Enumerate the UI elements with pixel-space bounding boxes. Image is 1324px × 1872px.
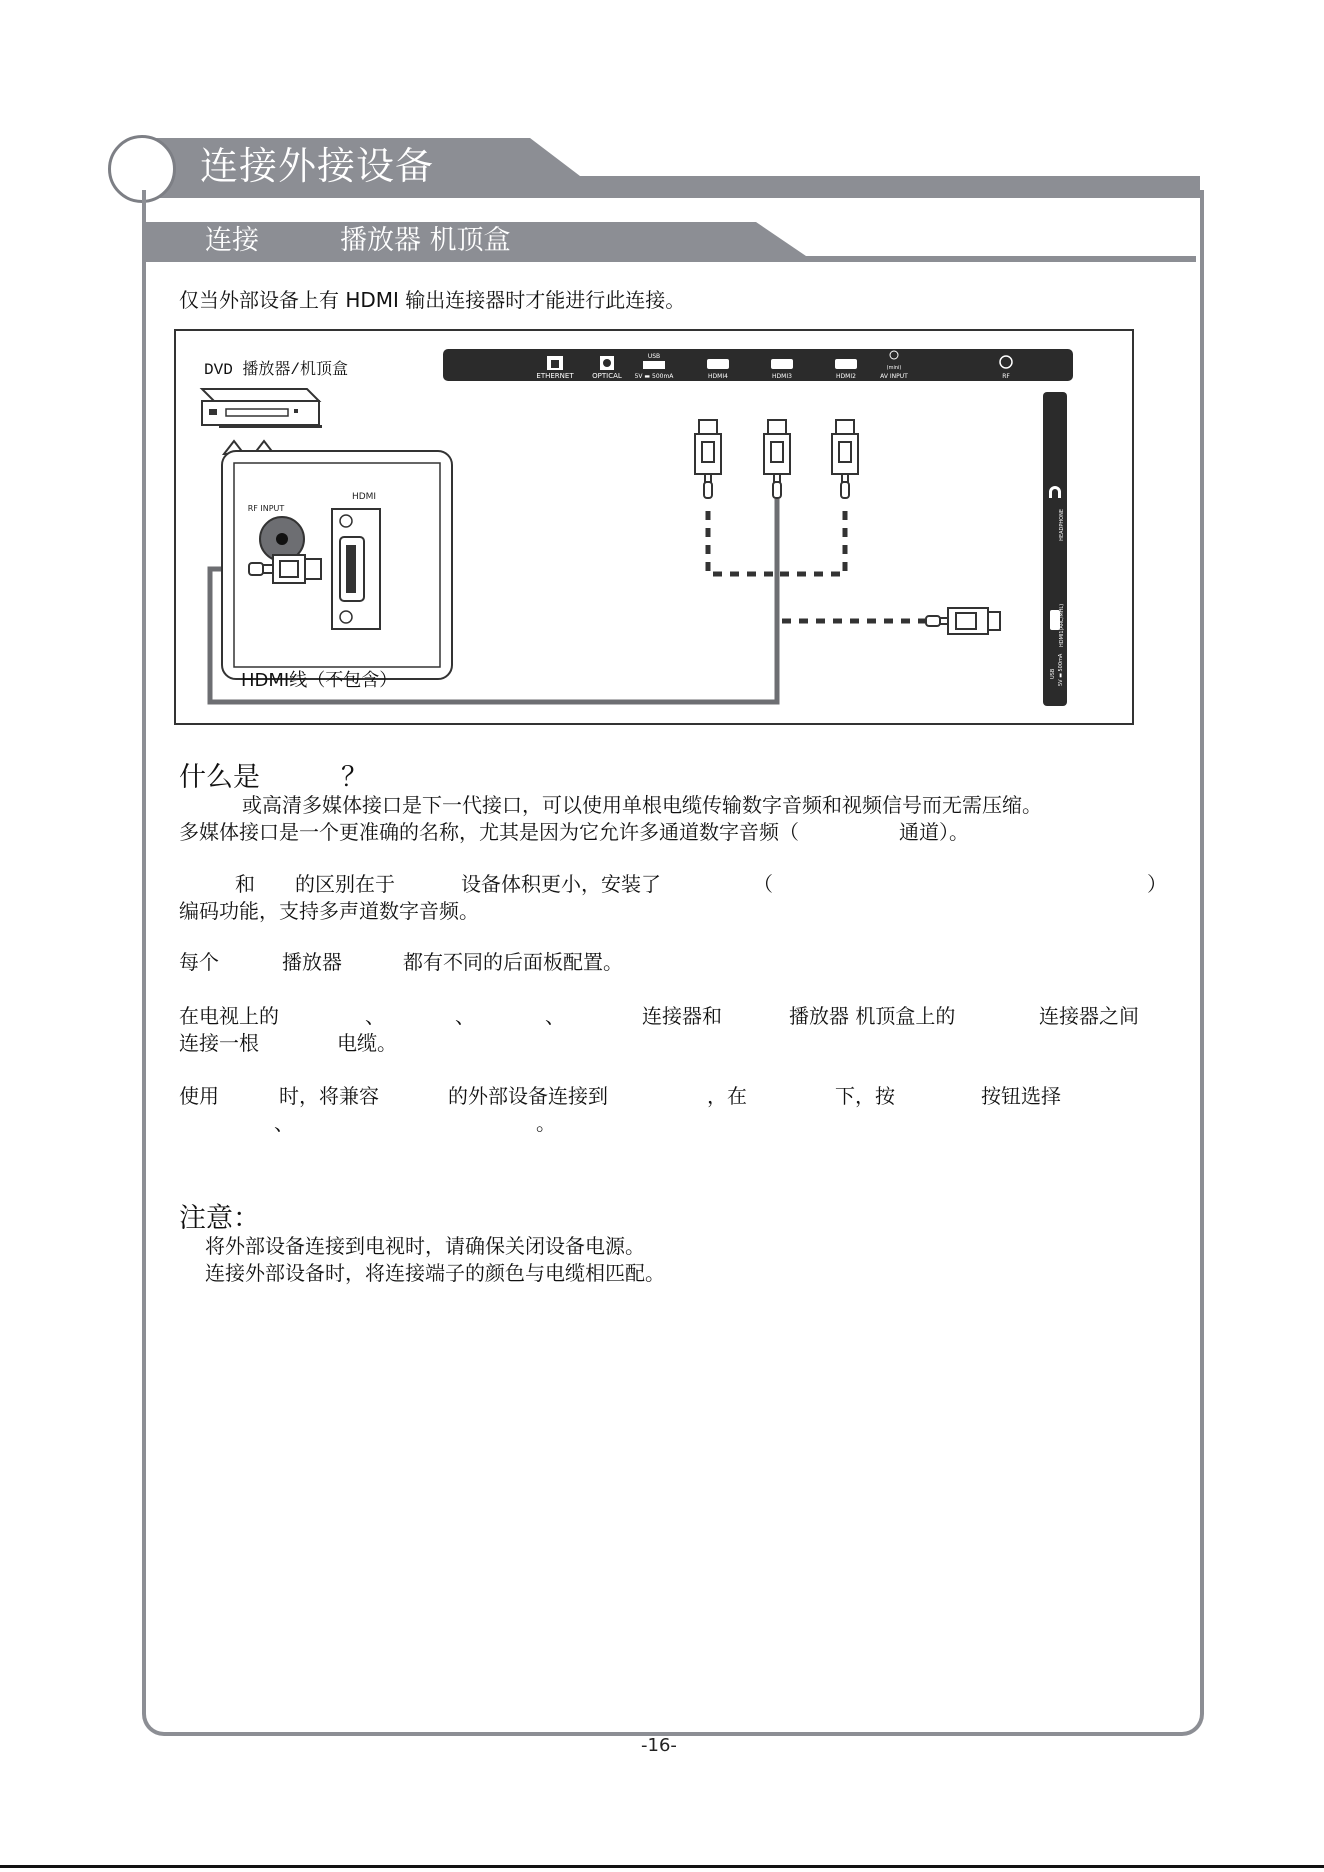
para4-sep2: 、 bbox=[455, 1004, 475, 1028]
para3-c: 都有不同的后面板配置。 bbox=[403, 950, 623, 974]
para3-a: 每个 bbox=[179, 950, 219, 974]
para4-sep3: 、 bbox=[545, 1004, 565, 1028]
hdmi2-port-icon bbox=[835, 359, 857, 369]
subtitle-part-a: 连接 bbox=[205, 225, 259, 256]
what-is-heading-b: ？ bbox=[341, 762, 368, 793]
intro-text: 仅当外部设备上有 HDMI 输出连接器时才能进行此连接。 bbox=[179, 288, 686, 312]
para2-d: （ bbox=[753, 872, 773, 896]
note-section bbox=[179, 1196, 1179, 1286]
side-label-usb-power: 5V ▬ 500mA bbox=[1058, 653, 1064, 686]
panel-label-av-mini: (mini) bbox=[886, 365, 902, 371]
panel-label-optical: OPTICAL bbox=[592, 372, 622, 380]
para4-c: 播放器 机顶盒上的 bbox=[789, 1004, 956, 1028]
para2-line2: 编码功能，支持多声道数字音频。 bbox=[179, 899, 479, 923]
note-item-2: 连接外部设备时，将连接端子的颜色与电缆相匹配。 bbox=[205, 1261, 665, 1285]
optical-port-icon bbox=[600, 356, 614, 370]
para4-b: 连接器和 bbox=[642, 1004, 722, 1028]
what-is-heading-a: 什么是 bbox=[179, 762, 260, 793]
para5-a: 使用 bbox=[179, 1084, 219, 1108]
dvd-player-icon bbox=[202, 389, 322, 428]
para-hdmi-dvi bbox=[179, 870, 1179, 930]
what-is-section bbox=[179, 755, 1179, 865]
para3-b: 播放器 bbox=[282, 950, 342, 974]
side-label-usb: USB bbox=[1050, 668, 1056, 679]
panel-label-hdmi3: HDMI3 bbox=[772, 373, 792, 380]
side-label-headphone: HEADPHONE bbox=[1059, 509, 1065, 541]
note-item-1: 将外部设备连接到电视时，请确保关闭设备电源。 bbox=[205, 1234, 645, 1258]
para5-f: 按钮选择 bbox=[981, 1084, 1061, 1108]
para5-b: 时，将兼容 bbox=[279, 1084, 379, 1108]
what-is-line1: 或高清多媒体接口是下一代接口，可以使用单根电缆传输数字音频和视频信号而无需压缩。 bbox=[242, 793, 1042, 817]
para2-b: 的区别在于 bbox=[295, 872, 395, 896]
para5-e: 下，按 bbox=[835, 1084, 895, 1108]
para-usage bbox=[179, 1082, 1179, 1142]
side-label-hdmi1: HDMI1(ARC/MHL) bbox=[1059, 603, 1065, 647]
panel-label-usb-power: 5V ▬ 500mA bbox=[634, 373, 674, 380]
para2-c: 设备体积更小，安装了 bbox=[461, 872, 661, 896]
rf-input-label: RF INPUT bbox=[247, 504, 285, 513]
hdmi-port-closeup-icon bbox=[332, 509, 380, 629]
ethernet-port-icon bbox=[547, 356, 563, 370]
para2-e: ） bbox=[1147, 872, 1167, 896]
connection-diagram bbox=[174, 329, 1136, 727]
note-heading: 注意： bbox=[179, 1203, 260, 1234]
subtitle-part-b: 播放器 机顶盒 bbox=[340, 225, 511, 256]
panel-label-usb: USB bbox=[647, 353, 661, 360]
para5-end: 。 bbox=[536, 1111, 556, 1135]
para-connect-cable bbox=[179, 1002, 1179, 1062]
para-rear-panel bbox=[179, 948, 1179, 978]
hdmi3-port-icon bbox=[771, 359, 793, 369]
para4-line2b: 电缆。 bbox=[337, 1031, 397, 1055]
device-label: DVD 播放器/机顶盒 bbox=[204, 361, 349, 379]
para4-a: 在电视上的 bbox=[179, 1004, 279, 1028]
panel-label-av-input: AV INPUT bbox=[880, 373, 908, 380]
usb-port-icon bbox=[643, 361, 665, 369]
hdmi-label: HDMI bbox=[351, 492, 377, 502]
panel-label-ethernet: ETHERNET bbox=[536, 372, 574, 380]
section-subtitle bbox=[205, 222, 905, 262]
para4-d: 连接器之间 bbox=[1039, 1004, 1139, 1028]
cable-label: HDMI线（不包含） bbox=[241, 670, 398, 691]
panel-label-rf: RF bbox=[1002, 373, 1010, 380]
page-title: 连接外接设备 bbox=[200, 144, 435, 188]
hdmi4-port-icon bbox=[707, 359, 729, 369]
what-is-line2b: 通道）。 bbox=[899, 820, 969, 844]
page-number: -16- bbox=[641, 1735, 677, 1756]
para2-a: 和 bbox=[235, 872, 255, 896]
what-is-line2a: 多媒体接口是一个更准确的名称，尤其是因为它允许多通道数字音频（ bbox=[179, 820, 799, 844]
para4-sep1: 、 bbox=[365, 1004, 385, 1028]
para5-d: ，在 bbox=[707, 1084, 747, 1108]
para4-line2a: 连接一根 bbox=[179, 1031, 259, 1055]
para5-c: 的外部设备连接到 bbox=[448, 1084, 608, 1108]
para5-sep: 、 bbox=[274, 1111, 294, 1135]
panel-label-hdmi4: HDMI4 bbox=[708, 373, 728, 380]
panel-label-hdmi2: HDMI2 bbox=[836, 373, 856, 380]
bottom-rule bbox=[0, 1865, 1324, 1868]
